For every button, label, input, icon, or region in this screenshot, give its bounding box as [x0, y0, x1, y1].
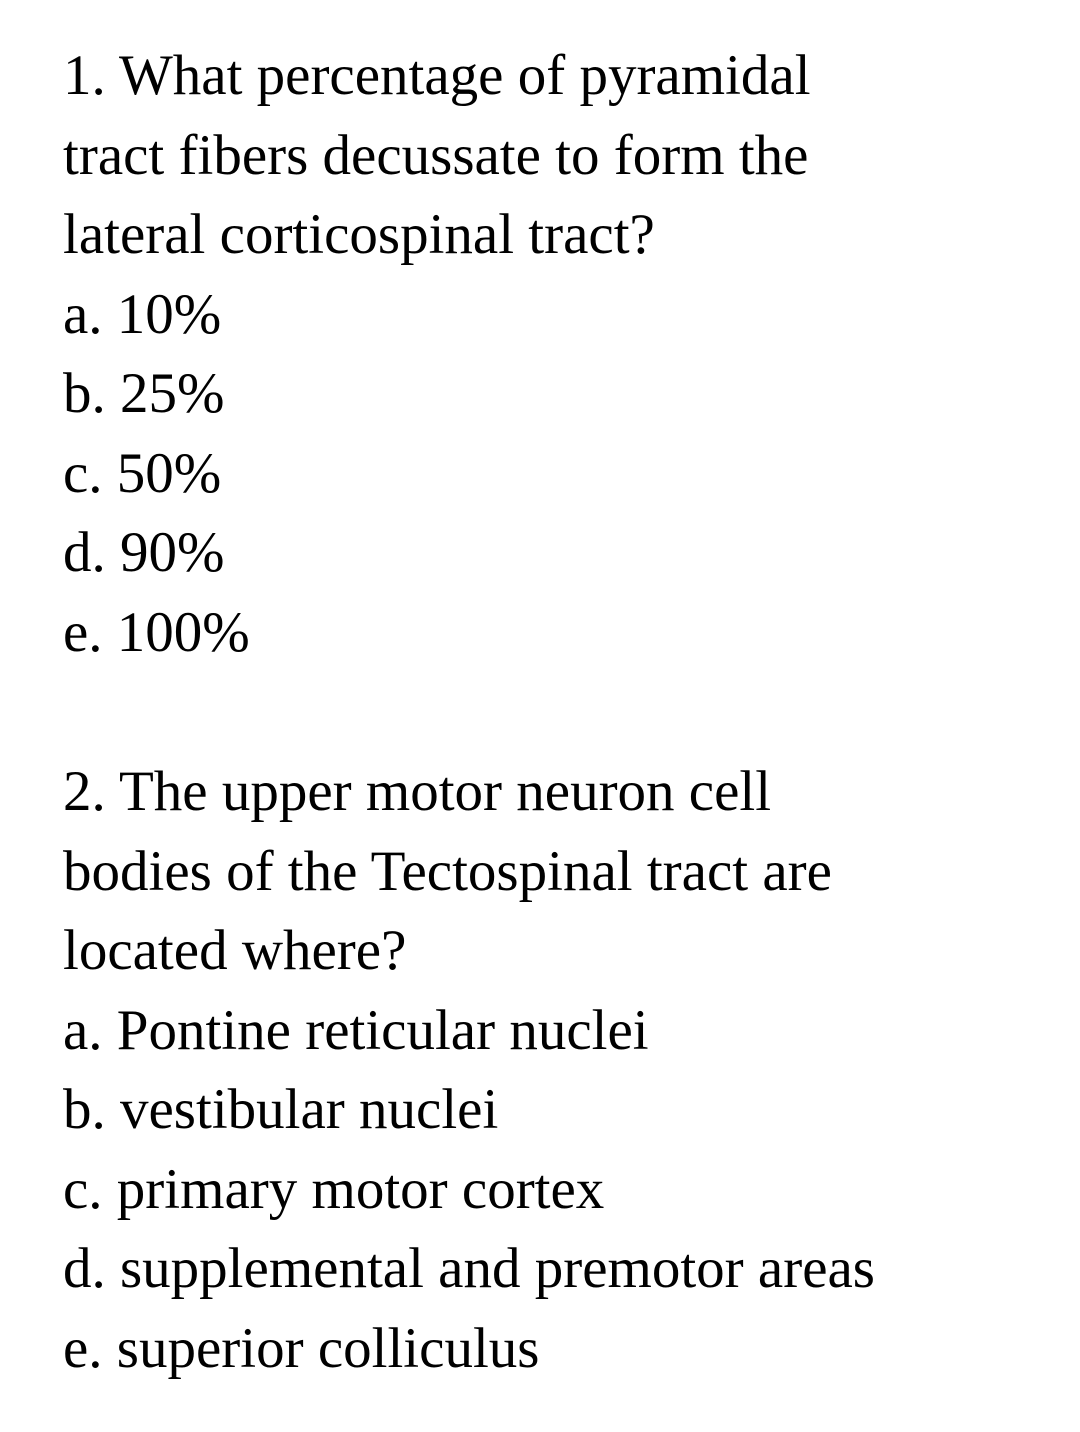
question-2 — [63, 752, 1053, 1388]
question-1-prompt-line-3: lateral corticospinal tract? — [63, 203, 655, 266]
question-1-option-a: a. 10% — [63, 282, 222, 346]
question-2-prompt-line-2: bodies of the Tectospinal tract are — [63, 839, 832, 903]
question-2-option-d: d. supplemental and premotor areas — [63, 1237, 875, 1300]
question-1-prompt-line-2: tract fibers decussate to form the — [63, 123, 809, 187]
question-1-option-c: c. 50% — [63, 441, 222, 505]
question-2-option-e: e. superior colliculus — [63, 1316, 540, 1380]
question-1-option-e: e. 100% — [63, 600, 250, 664]
question-2-prompt-line-1: 2. The upper motor neuron cell — [63, 760, 772, 823]
question-2-option-a: a. Pontine reticular nuclei — [63, 998, 649, 1062]
question-1-prompt-line-1: 1. What percentage of pyramidal — [63, 44, 811, 107]
question-1-option-d: d. 90% — [63, 521, 225, 584]
question-1 — [63, 36, 1053, 672]
question-2-option-b: b. vestibular nuclei — [63, 1078, 499, 1141]
quiz-document — [63, 36, 1053, 1388]
question-2-prompt-line-3: located where? — [63, 919, 407, 982]
question-1-option-b: b. 25% — [63, 362, 225, 425]
question-2-option-c: c. primary motor cortex — [63, 1157, 605, 1221]
